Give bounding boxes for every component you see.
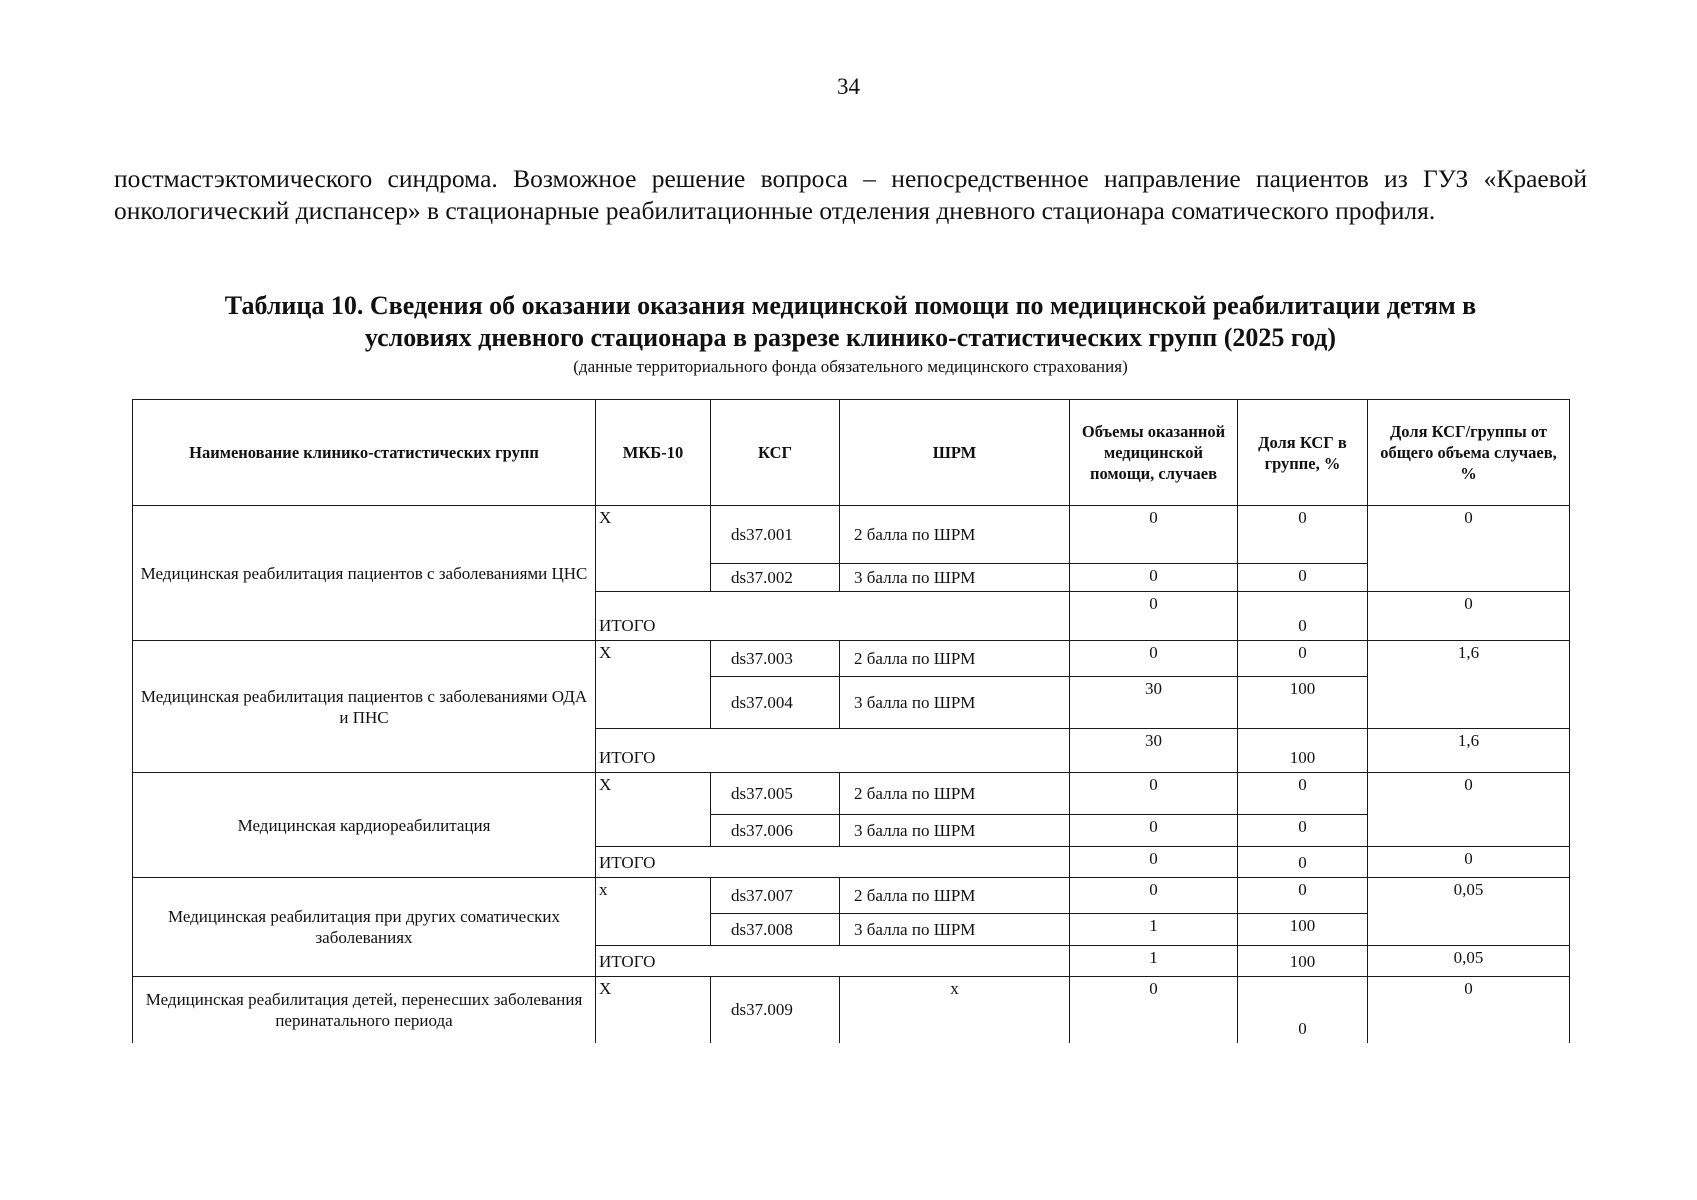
shrm-cell: 3 балла по ШРМ	[840, 677, 1070, 729]
mkb-cell: X	[596, 641, 711, 729]
share-cell: 0	[1238, 878, 1368, 914]
table-row	[133, 506, 1570, 564]
header-share-total: Доля КСГ/группы от общего объема случаев, %	[1368, 400, 1570, 506]
share-cell: 0	[1238, 815, 1368, 847]
share-cell: 100	[1238, 914, 1368, 946]
volume-cell: 0	[1070, 564, 1238, 592]
group-share-cell: 0	[1368, 506, 1570, 592]
volume-cell: 0	[1070, 977, 1238, 1043]
header-share-ksg: Доля КСГ в группе, %	[1238, 400, 1368, 506]
total-group-share-cell: 0	[1368, 592, 1570, 641]
total-volume-cell: 30	[1070, 729, 1238, 773]
group-name: Медицинская реабилитация детей, перенесших заболевания перинатального периода	[133, 977, 596, 1043]
ksg-cell: ds37.005	[711, 773, 840, 815]
total-group-share-cell: 0	[1368, 847, 1570, 878]
shrm-cell: 3 балла по ШРМ	[840, 914, 1070, 946]
total-share-cell: 0	[1238, 847, 1368, 878]
group-name: Медицинская реабилитация пациентов с заболеваниями ОДА и ПНС	[133, 641, 596, 773]
table-header-row	[133, 400, 1570, 506]
share-cell: 0	[1238, 773, 1368, 815]
volume-cell: 30	[1070, 677, 1238, 729]
shrm-cell: 3 балла по ШРМ	[840, 815, 1070, 847]
ksg-cell: ds37.006	[711, 815, 840, 847]
volume-cell: 0	[1070, 506, 1238, 564]
ksg-cell: ds37.009	[711, 977, 840, 1043]
group-share-cell: 0	[1368, 977, 1570, 1043]
header-volume: Объемы оказанной медицинской помощи, случаев	[1070, 400, 1238, 506]
mkb-cell: x	[596, 878, 711, 946]
header-group: Наименование клинико-статистических групп	[133, 400, 596, 506]
total-group-share-cell: 0,05	[1368, 946, 1570, 977]
header-ksg: КСГ	[711, 400, 840, 506]
volume-cell: 0	[1070, 641, 1238, 677]
total-share-cell: 100	[1238, 729, 1368, 773]
header-mkb: МКБ-10	[596, 400, 711, 506]
total-share-cell: 0	[1238, 592, 1368, 641]
group-share-cell: 1,6	[1368, 641, 1570, 729]
share-cell: 100	[1238, 677, 1368, 729]
ksg-cell: ds37.003	[711, 641, 840, 677]
ksg-cell: ds37.002	[711, 564, 840, 592]
mkb-cell: X	[596, 977, 711, 1043]
ksg-cell: ds37.001	[711, 506, 840, 564]
table-row	[133, 641, 1570, 677]
table-title-line-2: условиях дневного стационара в разрезе клинико-статистических групп (2025 год)	[364, 323, 1337, 352]
group-name: Медицинская реабилитация пациентов с заболеваниями ЦНС	[133, 506, 596, 641]
shrm-cell: 3 балла по ШРМ	[840, 564, 1070, 592]
total-volume-cell: 0	[1070, 847, 1238, 878]
share-cell: 0	[1238, 641, 1368, 677]
group-name: Медицинская реабилитация при других соматических заболеваниях	[133, 878, 596, 977]
table-title-line-1: Таблица 10. Сведения об оказании оказания медицинской помощи по медицинской реабилитации детям в	[224, 291, 1477, 320]
volume-cell: 1	[1070, 914, 1238, 946]
shrm-cell: 2 балла по ШРМ	[840, 641, 1070, 677]
total-share-cell: 100	[1238, 946, 1368, 977]
table-row	[133, 878, 1570, 914]
volume-cell: 0	[1070, 773, 1238, 815]
shrm-cell: x	[840, 977, 1070, 1043]
mkb-cell: X	[596, 506, 711, 592]
header-shrm: ШРМ	[840, 400, 1070, 506]
mkb-cell: X	[596, 773, 711, 847]
share-cell: 0	[1238, 977, 1368, 1043]
total-label: ИТОГО	[596, 592, 1070, 641]
rehabilitation-table	[132, 399, 1570, 1043]
total-label: ИТОГО	[596, 729, 1070, 773]
shrm-cell: 2 балла по ШРМ	[840, 773, 1070, 815]
table-row	[133, 773, 1570, 815]
table-source-note: (данные территориального фонда обязательного медицинского страхования)	[573, 357, 1128, 376]
share-cell: 0	[1238, 506, 1368, 564]
total-volume-cell: 1	[1070, 946, 1238, 977]
table-title	[114, 290, 1587, 354]
ksg-cell: ds37.008	[711, 914, 840, 946]
shrm-cell: 2 балла по ШРМ	[840, 506, 1070, 564]
body-paragraph: постмастэктомического синдрома. Возможное решение вопроса – непосредственное направление пациентов из ГУЗ «Краевой онкологический диспансер» в стационарные реабилитационные отделения дневного стационара соматического профиля.	[114, 164, 1587, 225]
total-volume-cell: 0	[1070, 592, 1238, 641]
group-name: Медицинская кардиореабилитация	[133, 773, 596, 878]
ksg-cell: ds37.007	[711, 878, 840, 914]
ksg-cell: ds37.004	[711, 677, 840, 729]
total-label: ИТОГО	[596, 847, 1070, 878]
group-share-cell: 0,05	[1368, 878, 1570, 946]
share-cell: 0	[1238, 564, 1368, 592]
volume-cell: 0	[1070, 878, 1238, 914]
group-share-cell: 0	[1368, 773, 1570, 847]
total-label: ИТОГО	[596, 946, 1070, 977]
volume-cell: 0	[1070, 815, 1238, 847]
total-group-share-cell: 1,6	[1368, 729, 1570, 773]
shrm-cell: 2 балла по ШРМ	[840, 878, 1070, 914]
page-number: 34	[837, 74, 860, 99]
table-row	[133, 977, 1570, 1043]
